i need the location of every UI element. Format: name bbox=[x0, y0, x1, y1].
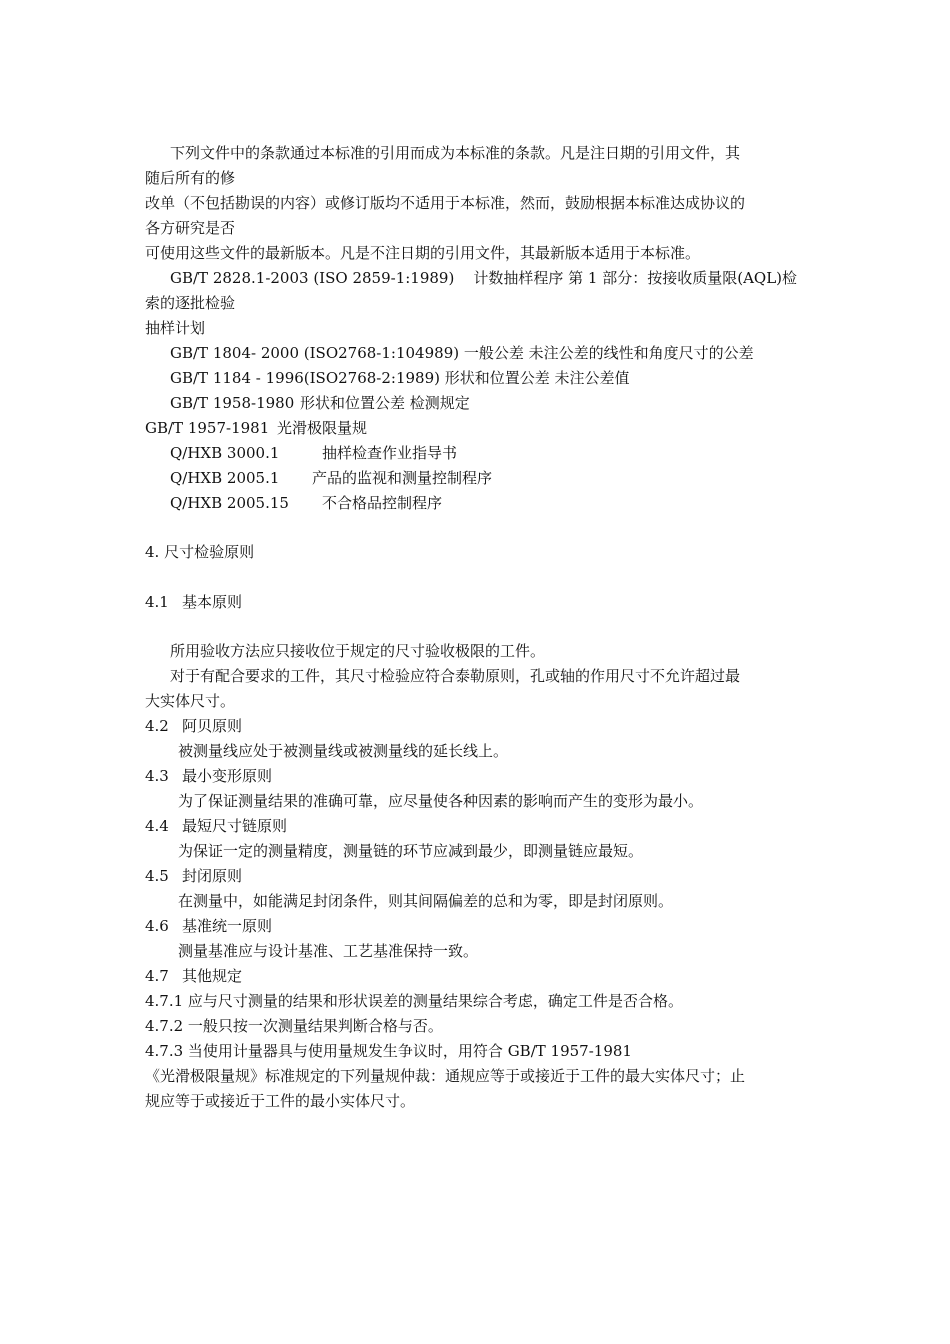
heading-title: 基本原则 bbox=[182, 593, 243, 611]
ref-code: Q/HXB 2005.15 bbox=[170, 494, 289, 512]
heading-4-2 bbox=[145, 714, 815, 738]
intro-line-4: 各方研究是否 bbox=[145, 219, 236, 237]
ref-code: Q/HXB 2005.1 bbox=[170, 469, 280, 487]
para-4-7-3: 4.7.3 当使用计量器具与使用量规发生争议时，用符合 GB/T 1957-1981 bbox=[145, 1042, 632, 1060]
ref-qhxb-3000 bbox=[170, 441, 840, 465]
ref-gbt-2828 bbox=[170, 266, 840, 290]
heading-number: 4.1 bbox=[145, 593, 169, 611]
para-4-7-1: 4.7.1 应与尺寸测量的结果和形状误差的测量结果综合考虑，确定工件是否合格。 bbox=[145, 992, 683, 1010]
heading-number: 4.7 bbox=[145, 967, 169, 985]
heading-number: 4.4 bbox=[145, 817, 169, 835]
heading-title: 最短尺寸链原则 bbox=[182, 817, 288, 835]
heading-number: 4.2 bbox=[145, 717, 169, 735]
ref-gbt-1957 bbox=[145, 416, 815, 440]
para-4-6: 测量基准应与设计基准、工艺基准保持一致。 bbox=[178, 942, 479, 960]
heading-title: 基准统一原则 bbox=[182, 917, 273, 935]
heading-4-5 bbox=[145, 864, 815, 888]
heading-number: 4.5 bbox=[145, 867, 169, 885]
para-4-1-2-cont: 大实体尺寸。 bbox=[145, 692, 236, 710]
heading-title: 其他规定 bbox=[182, 967, 243, 985]
heading-number: 4.6 bbox=[145, 917, 169, 935]
ref-title: 计数抽样程序 第 1 部分：按接收质量限(AQL)检 bbox=[473, 269, 798, 287]
intro-line-5: 可使用这些文件的最新版本。凡是不注日期的引用文件，其最新版本适用于本标准。 bbox=[145, 244, 701, 262]
ref-title: 形状和位置公差 检测规定 bbox=[300, 394, 470, 412]
ref-code: GB/T 1957-1981 bbox=[145, 419, 270, 437]
section-4-title: 4. 尺寸检验原则 bbox=[145, 543, 255, 561]
intro-line-3: 改单（不包括勘误的内容）或修订版均不适用于本标准，然而，鼓励根据本标准达成协议的 bbox=[145, 194, 746, 212]
para-4-4: 为保证一定的测量精度，测量链的环节应减到最少，即测量链应最短。 bbox=[178, 842, 644, 860]
ref-gbt-1804: GB/T 1804- 2000 (ISO2768-1:104989) 一般公差 未注公差的线性和角度尺寸的公差 bbox=[170, 344, 754, 362]
para-4-1-1: 所用验收方法应只接收位于规定的尺寸验收极限的工件。 bbox=[170, 642, 546, 660]
para-4-1-2: 对于有配合要求的工件，其尺寸检验应符合泰勒原则，孔或轴的作用尺寸不允许超过最 bbox=[170, 667, 741, 685]
heading-4-7 bbox=[145, 964, 815, 988]
intro-line-2: 随后所有的修 bbox=[145, 169, 236, 187]
ref-qhxb-2005-15 bbox=[170, 491, 840, 515]
ref-title: 光滑极限量规 bbox=[277, 419, 368, 437]
heading-title: 最小变形原则 bbox=[182, 767, 273, 785]
heading-number: 4.3 bbox=[145, 767, 169, 785]
heading-4-4 bbox=[145, 814, 815, 838]
ref-title: 抽样检查作业指导书 bbox=[322, 444, 458, 462]
heading-4-1 bbox=[145, 590, 815, 614]
para-4-7-3-cont2: 规应等于或接近于工件的最小实体尺寸。 bbox=[145, 1092, 416, 1110]
ref-gbt-1958 bbox=[170, 391, 840, 415]
para-4-5: 在测量中，如能满足封闭条件，则其间隔偏差的总和为零，即是封闭原则。 bbox=[178, 892, 674, 910]
heading-title: 封闭原则 bbox=[182, 867, 243, 885]
ref-title: 不合格品控制程序 bbox=[322, 494, 443, 512]
heading-4-6 bbox=[145, 914, 815, 938]
ref-qhxb-2005-1 bbox=[170, 466, 840, 490]
ref-gbt-2828-cont: 索的逐批检验 bbox=[145, 294, 236, 312]
intro-line-1: 下列文件中的条款通过本标准的引用而成为本标准的条款。凡是注日期的引用文件，其 bbox=[170, 144, 741, 162]
para-4-7-2: 4.7.2 一般只按一次测量结果判断合格与否。 bbox=[145, 1017, 443, 1035]
ref-code: GB/T 2828.1-2003 (ISO 2859-1:1989) bbox=[170, 269, 455, 287]
heading-4-3 bbox=[145, 764, 815, 788]
ref-code: GB/T 1958-1980 bbox=[170, 394, 295, 412]
para-4-2: 被测量线应处于被测量线或被测量线的延长线上。 bbox=[178, 742, 509, 760]
heading-title: 阿贝原则 bbox=[182, 717, 243, 735]
para-4-3: 为了保证测量结果的准确可靠，应尽量使各种因素的影响而产生的变形为最小。 bbox=[178, 792, 704, 810]
ref-gbt-1184: GB/T 1184 - 1996(ISO2768-2:1989) 形状和位置公差 未注公差值 bbox=[170, 369, 630, 387]
ref-title: 产品的监视和测量控制程序 bbox=[312, 469, 493, 487]
ref-code: Q/HXB 3000.1 bbox=[170, 444, 280, 462]
ref-gbt-2828-cont2: 抽样计划 bbox=[145, 319, 206, 337]
para-4-7-3-cont: 《光滑极限量规》标准规定的下列量规仲裁：通规应等于或接近于工件的最大实体尺寸；止 bbox=[145, 1067, 746, 1085]
